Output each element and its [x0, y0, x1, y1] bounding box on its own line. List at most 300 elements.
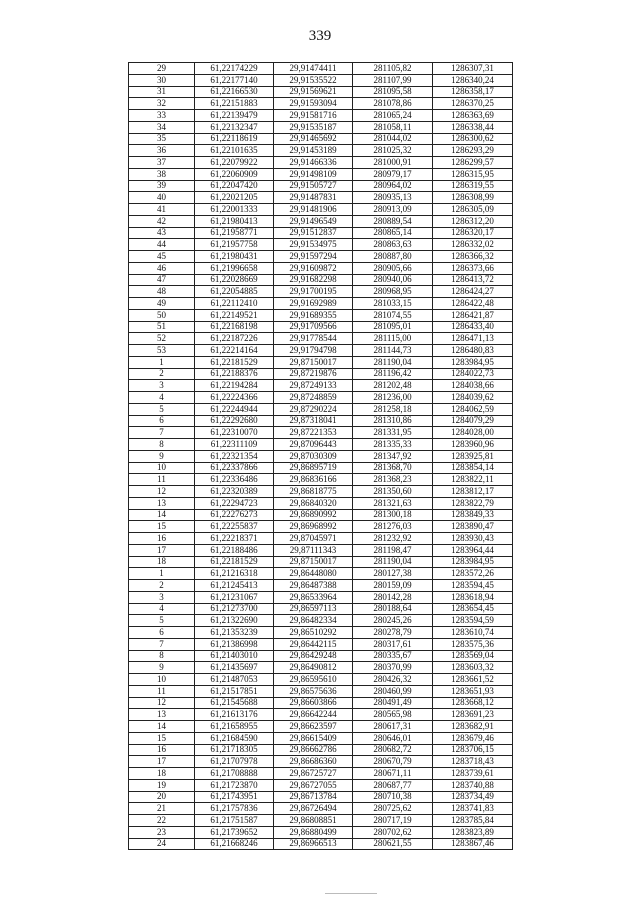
point-number-cell: 6 — [129, 627, 195, 639]
point-number-cell: 38 — [129, 168, 195, 180]
point-number-cell: 13 — [129, 709, 195, 721]
longitude-cell: 29,87150017 — [274, 356, 353, 368]
latitude-cell: 61,22139479 — [195, 110, 274, 122]
point-number-cell: 39 — [129, 180, 195, 192]
point-number-cell: 30 — [129, 74, 195, 86]
longitude-cell: 29,91534975 — [274, 239, 353, 251]
y-coordinate-cell: 1286366,32 — [433, 251, 513, 263]
y-coordinate-cell: 1283812,17 — [433, 486, 513, 498]
y-coordinate-cell: 1283654,45 — [433, 603, 513, 615]
y-coordinate-cell: 1283822,11 — [433, 474, 513, 486]
table-row — [129, 509, 513, 521]
point-number-cell: 8 — [129, 439, 195, 451]
point-number-cell: 14 — [129, 509, 195, 521]
latitude-cell: 61,21757836 — [195, 803, 274, 815]
x-coordinate-cell: 280968,95 — [353, 286, 433, 298]
y-coordinate-cell: 1283984,95 — [433, 556, 513, 568]
y-coordinate-cell: 1286338,44 — [433, 121, 513, 133]
latitude-cell: 61,22118619 — [195, 133, 274, 145]
latitude-cell: 61,22310070 — [195, 427, 274, 439]
y-coordinate-cell: 1283867,46 — [433, 838, 513, 850]
y-coordinate-cell: 1286312,20 — [433, 215, 513, 227]
y-coordinate-cell: 1283668,12 — [433, 697, 513, 709]
longitude-cell: 29,86575636 — [274, 685, 353, 697]
table-row — [129, 603, 513, 615]
latitude-cell: 61,21958771 — [195, 227, 274, 239]
y-coordinate-cell: 1283610,74 — [433, 627, 513, 639]
latitude-cell: 61,21435697 — [195, 662, 274, 674]
y-coordinate-cell: 1286332,02 — [433, 239, 513, 251]
longitude-cell: 29,86808851 — [274, 815, 353, 827]
y-coordinate-cell: 1283572,26 — [433, 568, 513, 580]
longitude-cell: 29,87290224 — [274, 403, 353, 415]
longitude-cell: 29,86895719 — [274, 462, 353, 474]
point-number-cell: 15 — [129, 732, 195, 744]
point-number-cell: 4 — [129, 603, 195, 615]
table-row — [129, 180, 513, 192]
latitude-cell: 61,21980413 — [195, 215, 274, 227]
y-coordinate-cell: 1283741,83 — [433, 803, 513, 815]
x-coordinate-cell: 280127,38 — [353, 568, 433, 580]
longitude-cell: 29,87150017 — [274, 556, 353, 568]
point-number-cell: 7 — [129, 427, 195, 439]
table-row — [129, 439, 513, 451]
table-row — [129, 356, 513, 368]
latitude-cell: 61,22224366 — [195, 392, 274, 404]
y-coordinate-cell: 1283603,32 — [433, 662, 513, 674]
longitude-cell: 29,91496549 — [274, 215, 353, 227]
x-coordinate-cell: 280682,72 — [353, 744, 433, 756]
table-row — [129, 580, 513, 592]
x-coordinate-cell: 281310,86 — [353, 415, 433, 427]
longitude-cell: 29,86840320 — [274, 497, 353, 509]
table-row — [129, 791, 513, 803]
latitude-cell: 61,22276273 — [195, 509, 274, 521]
y-coordinate-cell: 1283822,79 — [433, 497, 513, 509]
x-coordinate-cell: 280617,31 — [353, 721, 433, 733]
x-coordinate-cell: 281190,04 — [353, 556, 433, 568]
point-number-cell: 41 — [129, 204, 195, 216]
footer-rule — [325, 893, 377, 894]
x-coordinate-cell: 280426,32 — [353, 674, 433, 686]
y-coordinate-cell: 1283854,14 — [433, 462, 513, 474]
longitude-cell: 29,91569621 — [274, 86, 353, 98]
y-coordinate-cell: 1283594,45 — [433, 580, 513, 592]
y-coordinate-cell: 1286413,72 — [433, 274, 513, 286]
latitude-cell: 61,22028669 — [195, 274, 274, 286]
longitude-cell: 29,91581716 — [274, 110, 353, 122]
y-coordinate-cell: 1284062,59 — [433, 403, 513, 415]
y-coordinate-cell: 1283890,47 — [433, 521, 513, 533]
longitude-cell: 29,91512837 — [274, 227, 353, 239]
x-coordinate-cell: 281232,92 — [353, 533, 433, 545]
latitude-cell: 61,21273700 — [195, 603, 274, 615]
table-row — [129, 732, 513, 744]
x-coordinate-cell: 281321,63 — [353, 497, 433, 509]
longitude-cell: 29,86429248 — [274, 650, 353, 662]
x-coordinate-cell: 280935,13 — [353, 192, 433, 204]
table-row — [129, 685, 513, 697]
point-number-cell: 10 — [129, 462, 195, 474]
y-coordinate-cell: 1283930,43 — [433, 533, 513, 545]
table-row — [129, 157, 513, 169]
longitude-cell: 29,87096443 — [274, 439, 353, 451]
longitude-cell: 29,91794798 — [274, 345, 353, 357]
longitude-cell: 29,87045971 — [274, 533, 353, 545]
x-coordinate-cell: 280565,98 — [353, 709, 433, 721]
x-coordinate-cell: 281331,95 — [353, 427, 433, 439]
point-number-cell: 3 — [129, 380, 195, 392]
longitude-cell: 29,86818775 — [274, 486, 353, 498]
longitude-cell: 29,87318041 — [274, 415, 353, 427]
latitude-cell: 61,21403010 — [195, 650, 274, 662]
longitude-cell: 29,91498109 — [274, 168, 353, 180]
x-coordinate-cell: 281276,03 — [353, 521, 433, 533]
table-row — [129, 709, 513, 721]
table-row — [129, 415, 513, 427]
latitude-cell: 61,21613176 — [195, 709, 274, 721]
longitude-cell: 29,91465692 — [274, 133, 353, 145]
longitude-cell: 29,87249133 — [274, 380, 353, 392]
latitude-cell: 61,21487053 — [195, 674, 274, 686]
longitude-cell: 29,91535187 — [274, 121, 353, 133]
point-number-cell: 23 — [129, 826, 195, 838]
point-number-cell: 44 — [129, 239, 195, 251]
point-number-cell: 53 — [129, 345, 195, 357]
point-number-cell: 20 — [129, 791, 195, 803]
y-coordinate-cell: 1283691,23 — [433, 709, 513, 721]
point-number-cell: 8 — [129, 650, 195, 662]
x-coordinate-cell: 281347,92 — [353, 450, 433, 462]
point-number-cell: 34 — [129, 121, 195, 133]
point-number-cell: 11 — [129, 685, 195, 697]
y-coordinate-cell: 1286299,57 — [433, 157, 513, 169]
table-row — [129, 627, 513, 639]
y-coordinate-cell: 1286320,17 — [433, 227, 513, 239]
latitude-cell: 61,22294723 — [195, 497, 274, 509]
longitude-cell: 29,86595610 — [274, 674, 353, 686]
table-row — [129, 427, 513, 439]
x-coordinate-cell: 280940,06 — [353, 274, 433, 286]
x-coordinate-cell: 281202,48 — [353, 380, 433, 392]
x-coordinate-cell: 281000,91 — [353, 157, 433, 169]
latitude-cell: 61,22112410 — [195, 298, 274, 310]
latitude-cell: 61,21386998 — [195, 638, 274, 650]
x-coordinate-cell: 281058,11 — [353, 121, 433, 133]
y-coordinate-cell: 1286480,83 — [433, 345, 513, 357]
longitude-cell: 29,86623597 — [274, 721, 353, 733]
x-coordinate-cell: 281033,15 — [353, 298, 433, 310]
x-coordinate-cell: 280905,66 — [353, 262, 433, 274]
latitude-cell: 61,21996658 — [195, 262, 274, 274]
x-coordinate-cell: 280863,63 — [353, 239, 433, 251]
longitude-cell: 29,86725727 — [274, 768, 353, 780]
longitude-cell: 29,86968992 — [274, 521, 353, 533]
longitude-cell: 29,86487388 — [274, 580, 353, 592]
table-row — [129, 309, 513, 321]
x-coordinate-cell: 280460,99 — [353, 685, 433, 697]
table-row — [129, 380, 513, 392]
table-row — [129, 568, 513, 580]
table-row — [129, 298, 513, 310]
x-coordinate-cell: 280865,14 — [353, 227, 433, 239]
latitude-cell: 61,21708888 — [195, 768, 274, 780]
y-coordinate-cell: 1283718,43 — [433, 756, 513, 768]
table-row — [129, 744, 513, 756]
point-number-cell: 29 — [129, 63, 195, 75]
longitude-cell: 29,86686360 — [274, 756, 353, 768]
latitude-cell: 61,22166530 — [195, 86, 274, 98]
longitude-cell: 29,91466336 — [274, 157, 353, 169]
x-coordinate-cell: 281025,32 — [353, 145, 433, 157]
table-row — [129, 486, 513, 498]
point-number-cell: 15 — [129, 521, 195, 533]
latitude-cell: 61,22214164 — [195, 345, 274, 357]
latitude-cell: 61,22001333 — [195, 204, 274, 216]
point-number-cell: 31 — [129, 86, 195, 98]
latitude-cell: 61,22101635 — [195, 145, 274, 157]
x-coordinate-cell: 280245,26 — [353, 615, 433, 627]
latitude-cell: 61,21743951 — [195, 791, 274, 803]
longitude-cell: 29,87221353 — [274, 427, 353, 439]
point-number-cell: 6 — [129, 415, 195, 427]
longitude-cell: 29,86890992 — [274, 509, 353, 521]
point-number-cell: 3 — [129, 591, 195, 603]
table-row — [129, 168, 513, 180]
point-number-cell: 43 — [129, 227, 195, 239]
table-row — [129, 121, 513, 133]
longitude-cell: 29,86727055 — [274, 779, 353, 791]
table-row — [129, 650, 513, 662]
latitude-cell: 61,22194284 — [195, 380, 274, 392]
longitude-cell: 29,91597294 — [274, 251, 353, 263]
point-number-cell: 11 — [129, 474, 195, 486]
point-number-cell: 16 — [129, 744, 195, 756]
latitude-cell: 61,21957758 — [195, 239, 274, 251]
longitude-cell: 29,91593094 — [274, 98, 353, 110]
longitude-cell: 29,86615409 — [274, 732, 353, 744]
longitude-cell: 29,91692989 — [274, 298, 353, 310]
x-coordinate-cell: 281074,55 — [353, 309, 433, 321]
latitude-cell: 61,21216318 — [195, 568, 274, 580]
latitude-cell: 61,22255837 — [195, 521, 274, 533]
y-coordinate-cell: 1284079,29 — [433, 415, 513, 427]
y-coordinate-cell: 1283682,91 — [433, 721, 513, 733]
x-coordinate-cell: 280887,80 — [353, 251, 433, 263]
y-coordinate-cell: 1286340,24 — [433, 74, 513, 86]
x-coordinate-cell: 280670,79 — [353, 756, 433, 768]
longitude-cell: 29,91487831 — [274, 192, 353, 204]
point-number-cell: 18 — [129, 556, 195, 568]
y-coordinate-cell: 1283740,88 — [433, 779, 513, 791]
table-row — [129, 591, 513, 603]
x-coordinate-cell: 280317,61 — [353, 638, 433, 650]
y-coordinate-cell: 1286363,69 — [433, 110, 513, 122]
point-number-cell: 52 — [129, 333, 195, 345]
latitude-cell: 61,21739652 — [195, 826, 274, 838]
longitude-cell: 29,86726494 — [274, 803, 353, 815]
latitude-cell: 61,22187226 — [195, 333, 274, 345]
latitude-cell: 61,21245413 — [195, 580, 274, 592]
y-coordinate-cell: 1283785,84 — [433, 815, 513, 827]
y-coordinate-cell: 1283575,36 — [433, 638, 513, 650]
point-number-cell: 32 — [129, 98, 195, 110]
longitude-cell: 29,91453189 — [274, 145, 353, 157]
x-coordinate-cell: 281198,47 — [353, 544, 433, 556]
x-coordinate-cell: 281368,70 — [353, 462, 433, 474]
table-row — [129, 662, 513, 674]
table-row — [129, 638, 513, 650]
table-row — [129, 721, 513, 733]
point-number-cell: 19 — [129, 779, 195, 791]
point-number-cell: 37 — [129, 157, 195, 169]
y-coordinate-cell: 1283569,04 — [433, 650, 513, 662]
point-number-cell: 14 — [129, 721, 195, 733]
x-coordinate-cell: 281300,18 — [353, 509, 433, 521]
longitude-cell: 29,91778544 — [274, 333, 353, 345]
point-number-cell: 13 — [129, 497, 195, 509]
point-number-cell: 10 — [129, 674, 195, 686]
longitude-cell: 29,91474411 — [274, 63, 353, 75]
point-number-cell: 46 — [129, 262, 195, 274]
x-coordinate-cell: 281095,01 — [353, 321, 433, 333]
x-coordinate-cell: 281236,00 — [353, 392, 433, 404]
point-number-cell: 4 — [129, 392, 195, 404]
latitude-cell: 61,22151883 — [195, 98, 274, 110]
latitude-cell: 61,22174229 — [195, 63, 274, 75]
x-coordinate-cell: 281350,60 — [353, 486, 433, 498]
table-row — [129, 321, 513, 333]
table-row — [129, 274, 513, 286]
x-coordinate-cell: 280710,38 — [353, 791, 433, 803]
table-row — [129, 368, 513, 380]
latitude-cell: 61,21980431 — [195, 251, 274, 263]
point-number-cell: 1 — [129, 356, 195, 368]
x-coordinate-cell: 281107,99 — [353, 74, 433, 86]
point-number-cell: 9 — [129, 662, 195, 674]
latitude-cell: 61,22337866 — [195, 462, 274, 474]
y-coordinate-cell: 1283925,81 — [433, 450, 513, 462]
longitude-cell: 29,91609872 — [274, 262, 353, 274]
latitude-cell: 61,22292680 — [195, 415, 274, 427]
x-coordinate-cell: 280159,09 — [353, 580, 433, 592]
latitude-cell: 61,21545688 — [195, 697, 274, 709]
table-row — [129, 533, 513, 545]
x-coordinate-cell: 280335,67 — [353, 650, 433, 662]
table-row — [129, 474, 513, 486]
x-coordinate-cell: 281115,00 — [353, 333, 433, 345]
y-coordinate-cell: 1286373,66 — [433, 262, 513, 274]
latitude-cell: 61,22188486 — [195, 544, 274, 556]
point-number-cell: 21 — [129, 803, 195, 815]
point-number-cell: 50 — [129, 309, 195, 321]
point-number-cell: 1 — [129, 568, 195, 580]
longitude-cell: 29,87111343 — [274, 544, 353, 556]
x-coordinate-cell: 280142,28 — [353, 591, 433, 603]
point-number-cell: 42 — [129, 215, 195, 227]
longitude-cell: 29,86966513 — [274, 838, 353, 850]
longitude-cell: 29,87030309 — [274, 450, 353, 462]
longitude-cell: 29,91505727 — [274, 180, 353, 192]
latitude-cell: 61,21751587 — [195, 815, 274, 827]
latitude-cell: 61,22311109 — [195, 439, 274, 451]
longitude-cell: 29,86533964 — [274, 591, 353, 603]
x-coordinate-cell: 281196,42 — [353, 368, 433, 380]
longitude-cell: 29,91481906 — [274, 204, 353, 216]
longitude-cell: 29,86510292 — [274, 627, 353, 639]
y-coordinate-cell: 1283964,44 — [433, 544, 513, 556]
table-row — [129, 697, 513, 709]
latitude-cell: 61,22177140 — [195, 74, 274, 86]
table-row — [129, 521, 513, 533]
table-row — [129, 251, 513, 263]
x-coordinate-cell: 280687,77 — [353, 779, 433, 791]
latitude-cell: 61,22054885 — [195, 286, 274, 298]
point-number-cell: 5 — [129, 615, 195, 627]
table-row — [129, 145, 513, 157]
longitude-cell: 29,87219876 — [274, 368, 353, 380]
table-row — [129, 556, 513, 568]
x-coordinate-cell: 281105,82 — [353, 63, 433, 75]
x-coordinate-cell: 281144,73 — [353, 345, 433, 357]
table-row — [129, 74, 513, 86]
table-row — [129, 133, 513, 145]
table-row — [129, 286, 513, 298]
table-row — [129, 262, 513, 274]
latitude-cell: 61,22181529 — [195, 356, 274, 368]
y-coordinate-cell: 1283594,59 — [433, 615, 513, 627]
y-coordinate-cell: 1283661,52 — [433, 674, 513, 686]
latitude-cell: 61,22320389 — [195, 486, 274, 498]
y-coordinate-cell: 1286293,29 — [433, 145, 513, 157]
longitude-cell: 29,86713784 — [274, 791, 353, 803]
x-coordinate-cell: 281095,58 — [353, 86, 433, 98]
table-row — [129, 333, 513, 345]
longitude-cell: 29,86836166 — [274, 474, 353, 486]
latitude-cell: 61,21322690 — [195, 615, 274, 627]
table-row — [129, 227, 513, 239]
table-row — [129, 779, 513, 791]
x-coordinate-cell: 280188,64 — [353, 603, 433, 615]
latitude-cell: 61,22168198 — [195, 321, 274, 333]
latitude-cell: 61,21707978 — [195, 756, 274, 768]
y-coordinate-cell: 1283706,15 — [433, 744, 513, 756]
point-number-cell: 18 — [129, 768, 195, 780]
latitude-cell: 61,21723870 — [195, 779, 274, 791]
table-row — [129, 392, 513, 404]
x-coordinate-cell: 280717,19 — [353, 815, 433, 827]
point-number-cell: 12 — [129, 486, 195, 498]
y-coordinate-cell: 1284038,66 — [433, 380, 513, 392]
x-coordinate-cell: 281078,86 — [353, 98, 433, 110]
point-number-cell: 49 — [129, 298, 195, 310]
longitude-cell: 29,87248859 — [274, 392, 353, 404]
longitude-cell: 29,86482334 — [274, 615, 353, 627]
x-coordinate-cell: 280979,17 — [353, 168, 433, 180]
y-coordinate-cell: 1283734,49 — [433, 791, 513, 803]
table-row — [129, 403, 513, 415]
y-coordinate-cell: 1286358,17 — [433, 86, 513, 98]
table-row — [129, 345, 513, 357]
x-coordinate-cell: 280671,11 — [353, 768, 433, 780]
table-row — [129, 768, 513, 780]
y-coordinate-cell: 1286305,09 — [433, 204, 513, 216]
latitude-cell: 61,21353239 — [195, 627, 274, 639]
y-coordinate-cell: 1283984,95 — [433, 356, 513, 368]
point-number-cell: 12 — [129, 697, 195, 709]
point-number-cell: 40 — [129, 192, 195, 204]
x-coordinate-cell: 280964,02 — [353, 180, 433, 192]
